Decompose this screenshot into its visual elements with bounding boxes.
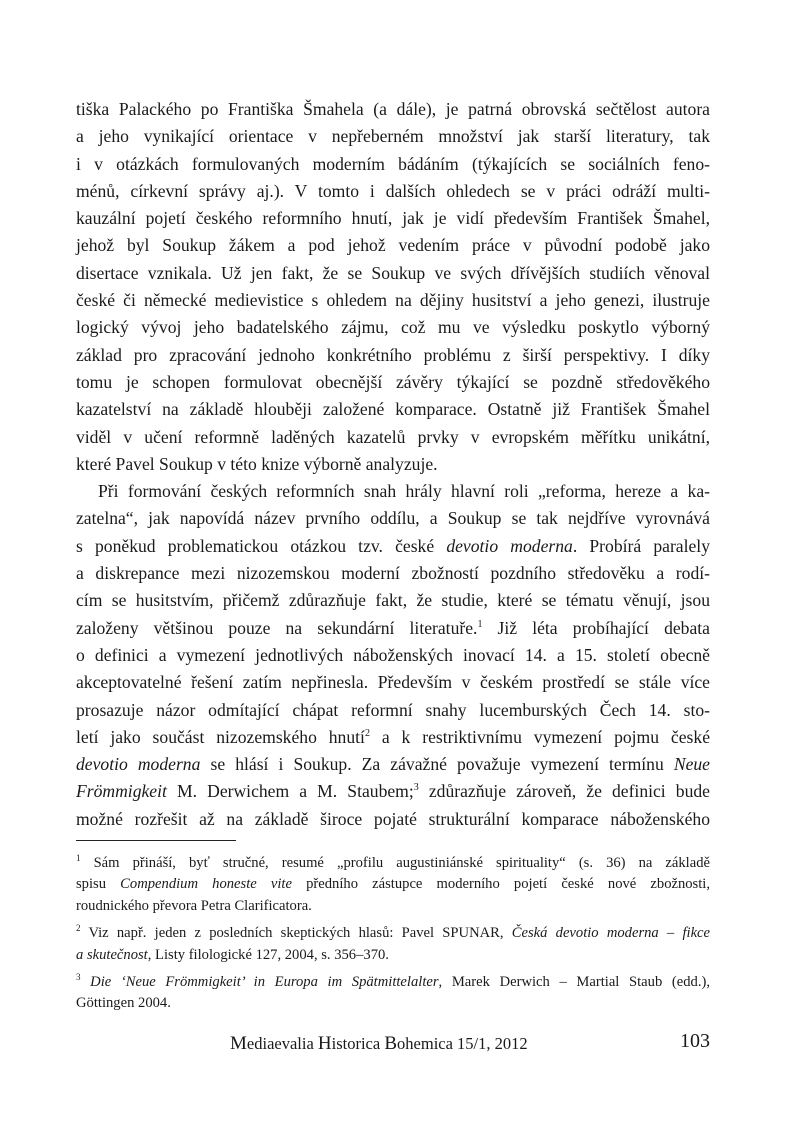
text-span: letí jako součást nizozemského hnutí <box>76 726 365 747</box>
text-span: se hlásí i Soukup. Za závažné považuje vymezení termínu <box>200 754 674 775</box>
text-line: základ pro zpracování jednoho konkrétního problému z širší perspektivy. I díky <box>76 344 710 365</box>
text-span: spisu <box>76 876 121 893</box>
text-span <box>81 974 91 990</box>
footnote-number: 3 <box>76 972 81 983</box>
journal-title <box>230 1033 528 1055</box>
italic-title: Česká devotio moderna – fikce <box>511 925 710 942</box>
text-line: které Pavel Soukup v této knize výborně analyzuje. <box>76 453 438 474</box>
text-line: i v otázkách formulovaných moderním bádáním (týkajících se sociálních feno- <box>76 153 710 174</box>
footnote-ref[interactable]: 2 <box>364 727 370 739</box>
text-line: možné rozřešit až na základě široce pojaté strukturální komparace náboženského <box>76 808 710 829</box>
journal-initial: B <box>384 1033 398 1054</box>
text-line: o definici a vymezení jednotlivých náboženských inovací 14. a 15. století obecně <box>76 644 710 665</box>
text-line: logický vývoj jeho badatelského zájmu, což mu ve výsledku poskytlo výborný <box>76 317 710 338</box>
text-line: ménů, církevní správy aj.). V tomto i dalších ohledech se v práci odráží multi- <box>76 180 710 201</box>
text-line <box>76 778 710 805</box>
footnote-ref[interactable]: 1 <box>477 618 483 630</box>
italic-title: a skutečnost <box>76 946 148 963</box>
text-span: zdůrazňuje zároveň, že definici bude <box>418 781 710 802</box>
text-span: Viz např. jeden z posledních skeptických hlasů: Pavel SPUNAR, <box>80 925 512 942</box>
text-span: , Marek Derwich – Martial Staub (edd.), <box>438 973 710 990</box>
journal-word: ohemica 15/1, 2012 <box>397 1034 528 1053</box>
text-line: a jeho vynikající orientace v nepřeberném množství jak starší literatury, tak <box>76 126 710 147</box>
footnote-3 <box>76 972 710 1015</box>
text-line: a diskrepance mezi nizozemskou moderní zbožností pozdního středověku a rodí- <box>76 563 710 584</box>
text-line <box>76 615 710 642</box>
text-span: Sám přináší, byť stručné, resumé „profilu augustiniánské spirituality“ (s. 36) na základě <box>80 855 710 871</box>
text-line: české či německé medievistice s ohledem na dějiny husitství a jeho genezi, ilustruje <box>76 290 710 311</box>
italic-term: devotio moderna <box>446 535 573 556</box>
text-line: tomu je schopen formulovat obecnější závěry týkající se pozdně středověkého <box>76 371 710 392</box>
text-line: kazatelství na základě hlouběji založené komparace. Ostatně již František Šmahel <box>76 399 710 420</box>
text-span: , Listy filologické 127, 2004, s. 356–370. <box>147 946 389 963</box>
journal-initial: M <box>230 1033 247 1054</box>
footnote-divider <box>76 840 236 841</box>
footnote-number: 1 <box>76 853 81 864</box>
text-line: zatelna“, jak napovídá název prvního oddílu, a Soukup se tak nejdříve vyrovnává <box>76 508 710 529</box>
journal-word: istorica <box>331 1034 385 1053</box>
text-line: kauzální pojetí českého reformního hnutí, jak je vidí především František Šmahel, <box>76 208 710 229</box>
page-footer <box>76 1030 710 1058</box>
footnote-line <box>76 972 710 993</box>
italic-term: Neue <box>673 754 710 775</box>
text-span: a k restriktivnímu vymezení pojmu české <box>369 726 710 747</box>
footnote-1 <box>76 853 710 917</box>
text-line <box>76 751 710 778</box>
text-line: akceptovatelné řešení zatím nepřinesla. Především v českém prostředí se stále více <box>76 672 710 693</box>
text-line: disertace vznikala. Už jen fakt, že se Soukup ve svých dřívějších studiích věnoval <box>76 262 710 283</box>
footnote-line: Göttingen 2004. <box>76 995 171 1012</box>
footnotes <box>76 853 710 1021</box>
main-text <box>76 96 710 833</box>
text-span: založeny většinou pouze na sekundární literatuře. <box>76 617 478 638</box>
text-line: cím se husitstvím, přičemž zdůrazňuje fakt, že studie, které se tématu věnují, jsou <box>76 590 710 611</box>
text-line <box>76 533 710 560</box>
footnote-2 <box>76 923 710 966</box>
text-span: s poněkud problematickou otázkou tzv. české <box>76 535 447 556</box>
page-number: 103 <box>680 1030 710 1052</box>
footnote-number: 2 <box>76 923 81 934</box>
footnote-line <box>76 853 710 874</box>
italic-term: devotio moderna <box>76 754 201 775</box>
text-line: prosazuje názor odmítající chápat reformní snahy lucemburských Čech 14. sto- <box>76 699 710 720</box>
footnote-line <box>76 874 710 895</box>
footnote-line <box>76 945 710 966</box>
text-line: tiška Palackého po Františka Šmahela (a dále), je patrná obrovská sečtělost autora <box>76 99 710 119</box>
text-span: . Probírá paralely <box>572 535 710 556</box>
footnote-ref[interactable]: 3 <box>413 782 419 794</box>
italic-term: Frömmigkeit <box>76 781 167 802</box>
text-span: M. Derwichem a M. Staubem; <box>166 781 414 802</box>
text-line: jehož byl Soukup žákem a pod jehož vedením práce v původní podobě jako <box>76 235 710 256</box>
journal-initial: H <box>317 1033 332 1054</box>
text-span: předního zástupce moderního pojetí české nové zbožnosti, <box>291 876 710 893</box>
text-line: viděl v učení reformně laděných kazatelů prvky v evropském měřítku unikátní, <box>76 426 710 447</box>
journal-word: ediaevalia <box>246 1034 318 1053</box>
footnote-line <box>76 923 710 944</box>
text-line: Při formování českých reformních snah hrály hlavní roli „reforma, hereze a ka- <box>98 481 710 502</box>
italic-title: Die ‘Neue Frömmigkeit’ in Europa im Spätmittelalter <box>90 973 439 990</box>
footnote-line: roudnického převora Petra Clarificatora. <box>76 897 312 914</box>
text-line <box>76 724 710 751</box>
italic-title: Compendium honeste vite <box>120 876 292 893</box>
text-span: Již léta probíhající debata <box>482 617 710 638</box>
